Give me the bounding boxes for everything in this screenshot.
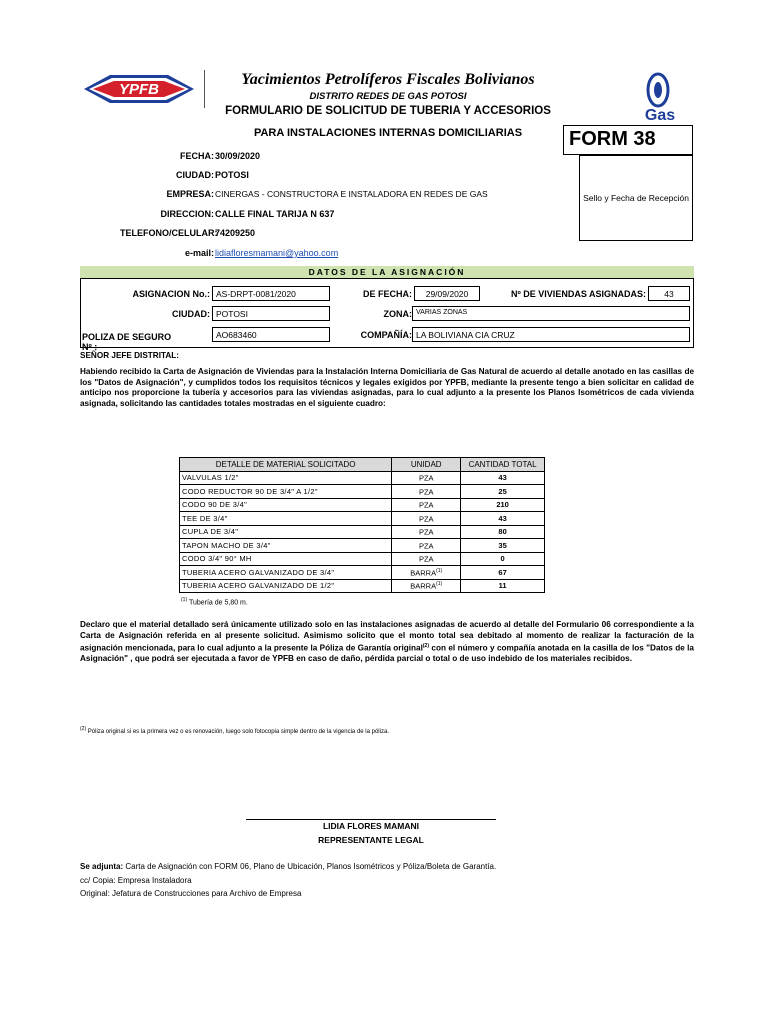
letter-body: Habiendo recibido la Carta de Asignación de Viviendas para la Instalación Interna Domiciliaria de Gas Natural de acuerdo al detalle anotado en las casillas de los "Datos de Asignación", y cumplidos todos los requisitos técnicos y legales exigidos por YPFB, mediante la presente tengo a bien solicitar en calidad de anticipo nos proporcione la tubería y accesorios para las viviendas asignadas, para lo cual adjunto a la presente los Planos Isométricos de cada vivienda asignada, solicitando las cantidades totales mostradas en el siguiente cuadro: <box>80 367 694 408</box>
unit-text: PZA <box>418 541 434 550</box>
stamp-label: Sello y Fecha de Recepción <box>583 193 689 203</box>
direccion-value: CALLE FINAL TARIJA N 637 <box>215 209 335 219</box>
direccion-row <box>120 209 520 223</box>
note-text: Tubería de 5,80 m. <box>187 599 248 607</box>
attachments-text: Carta de Asignación con FORM 06, Plano de Ubicación, Planos Isométricos y Póliza/Boleta de Garantía. <box>123 862 497 871</box>
de-fecha-label: DE FECHA: <box>363 289 412 299</box>
fecha-row <box>120 151 520 165</box>
signer-role: REPRESENTANTE LEGAL <box>318 835 424 845</box>
viviendas-label: Nº DE VIVIENDAS ASIGNADAS: <box>511 289 646 299</box>
unit-text: PZA <box>418 527 434 537</box>
material-qty: 35 <box>461 539 545 553</box>
materials-table <box>179 457 545 593</box>
ciudad-label: CIUDAD: <box>176 170 214 180</box>
material-desc: TUBERIA ACERO GALVANIZADO DE 1/2" <box>180 579 392 593</box>
empresa-row <box>120 189 520 203</box>
material-unit <box>392 512 461 526</box>
material-desc: TAPON MACHO DE 3/4" <box>180 539 392 553</box>
svg-text:YPFB: YPFB <box>118 81 160 98</box>
compania-field: LA BOLIVIANA CIA CRUZ <box>412 327 690 342</box>
material-desc: CODO 3/4" 90° MH <box>180 552 392 566</box>
material-row <box>180 539 545 553</box>
ciudad-row <box>120 170 520 184</box>
policy-footnote <box>80 726 389 735</box>
material-row <box>180 485 545 499</box>
empresa-value: CINERGAS - CONSTRUCTORA E INSTALADORA EN REDES DE GAS <box>215 189 488 199</box>
material-unit <box>392 498 461 512</box>
cc-line: cc/ Copia: Empresa Instaladora <box>80 876 192 885</box>
email-row <box>120 248 520 262</box>
organization-name: Yacimientos Petrolíferos Fiscales Bolivianos <box>241 71 535 88</box>
material-qty: 11 <box>461 579 545 593</box>
unit-text: PZA <box>418 554 434 564</box>
zona-field: VARIAS ZONAS <box>412 306 690 321</box>
compania-label: COMPAÑÍA: <box>360 330 412 340</box>
poliza-label: POLIZA DE SEGURO Nº : <box>82 332 172 352</box>
signature-line <box>246 819 496 820</box>
material-unit <box>392 552 461 566</box>
material-qty: 210 <box>461 498 545 512</box>
material-unit <box>392 485 461 499</box>
fecha-value: 30/09/2020 <box>215 151 261 161</box>
material-desc: TEE DE 3/4" <box>180 512 392 526</box>
attachments-line <box>80 862 496 871</box>
assignment-header: DATOS DE LA ASIGNACIÓN <box>80 266 694 279</box>
materials-note <box>181 597 248 606</box>
salutation: SEÑOR JEFE DISTRITAL: <box>80 351 180 360</box>
material-unit <box>392 566 461 580</box>
unit-text: BARRA <box>410 568 437 577</box>
footnote-ref: (2) <box>80 726 87 732</box>
form-subtitle: PARA INSTALACIONES INTERNAS DOMICILIARIAS <box>253 127 523 139</box>
unit-ref: (1) <box>436 567 443 574</box>
header-quantity: CANTIDAD TOTAL <box>461 458 545 472</box>
footnote-text: Póliza original si es la primera vez o es renovación, luego solo fotocopia simple dentro de la vigencia de la póliza. <box>86 729 389 735</box>
form-title: FORMULARIO DE SOLICITUD DE TUBERIA Y ACCESORIOS <box>225 105 551 117</box>
fecha-label: FECHA: <box>180 151 214 161</box>
empresa-label: EMPRESA: <box>166 189 214 199</box>
material-qty: 25 <box>461 485 545 499</box>
declaration-part-2: con el número y compañía anotada en la casilla de los "Datos de la Asignación" , que podrá ser ejecutada a favor de YPFB en caso de daño, pérdida parcial o total o de uso indebido de los materiales recibidos. <box>80 643 694 664</box>
material-desc: CUPLA DE 3/4" <box>180 525 392 539</box>
declaration-paragraph <box>80 620 694 665</box>
material-desc: CODO 90 DE 3/4" <box>180 498 392 512</box>
asignacion-label: ASIGNACION No.: <box>132 289 210 299</box>
email-label: e-mail: <box>184 248 214 258</box>
unit-text: BARRA <box>410 581 437 591</box>
telefono-label: TELEFONO/CELULAR: <box>120 228 218 238</box>
material-unit <box>392 525 461 539</box>
material-desc: VALVULAS 1/2" <box>180 471 392 485</box>
material-desc: CODO REDUCTOR 90 DE 3/4" A 1/2" <box>180 485 392 499</box>
material-row <box>180 579 545 593</box>
reception-stamp-box <box>579 155 693 241</box>
email-link[interactable]: lidiafloresmamani@yahoo.com <box>215 248 339 258</box>
original-line: Original: Jefatura de Construcciones para Archivo de Empresa <box>80 889 302 898</box>
ypfb-logo <box>80 72 198 106</box>
ciudad-value: POTOSI <box>215 170 249 180</box>
telefono-row <box>120 228 520 242</box>
material-row <box>180 512 545 526</box>
header-detail: DETALLE DE MATERIAL SOLICITADO <box>180 458 392 472</box>
poliza-field: AO683460 <box>212 327 330 342</box>
declaration-ref: (2) <box>422 643 429 649</box>
gas-logo <box>628 70 688 122</box>
material-desc: TUBERIA ACERO GALVANIZADO DE 3/4" <box>180 566 392 580</box>
material-qty: 43 <box>461 471 545 485</box>
material-row <box>180 471 545 485</box>
form-code: FORM 38 <box>563 125 693 155</box>
zona-label: ZONA: <box>383 309 412 319</box>
district-name: DISTRITO REDES DE GAS POTOSI <box>309 91 467 102</box>
signer-name: LIDIA FLORES MAMANI <box>322 821 419 831</box>
material-row <box>180 566 545 580</box>
material-row <box>180 552 545 566</box>
note-ref: (1) <box>181 597 188 603</box>
unit-text: PZA <box>418 487 434 496</box>
telefono-value: 74209250 <box>215 228 256 238</box>
unit-text: PZA <box>418 473 434 483</box>
material-unit <box>392 471 461 485</box>
asignacion-field: AS-DRPT-0081/2020 <box>212 286 330 301</box>
material-qty: 0 <box>461 552 545 566</box>
material-unit <box>392 579 461 593</box>
material-unit <box>392 539 461 553</box>
attachments-label: Se adjunta: <box>80 862 124 871</box>
svg-text:Gas: Gas <box>644 107 676 122</box>
header-unit: UNIDAD <box>392 458 461 472</box>
asig-ciudad-field: POTOSI <box>212 306 330 321</box>
unit-text: PZA <box>418 500 434 510</box>
material-row <box>180 525 545 539</box>
material-qty: 43 <box>461 512 545 526</box>
material-row <box>180 498 545 512</box>
unit-text: PZA <box>418 514 434 523</box>
de-fecha-field: 29/09/2020 <box>414 286 480 301</box>
direccion-label: DIRECCION: <box>160 209 214 219</box>
viviendas-field: 43 <box>648 286 690 301</box>
material-qty: 67 <box>461 566 545 580</box>
asig-ciudad-label: CIUDAD: <box>172 309 210 319</box>
material-qty: 80 <box>461 525 545 539</box>
declaration-part-1: Declaro que el material detallado será únicamente utilizado solo en las instalaciones asignadas de acuerdo al detalle del Formulario 06 correspondiente a la Carta de Asignación referida en al presente solicitud. Asimismo solicito que el monto total sea debitado al momento de realizar la facturación de la asignación mencionada, para lo cual adjunto a la presente la Póliza de Garantía original <box>80 620 694 653</box>
materials-header-row <box>180 458 545 472</box>
unit-ref: (1) <box>436 581 443 587</box>
